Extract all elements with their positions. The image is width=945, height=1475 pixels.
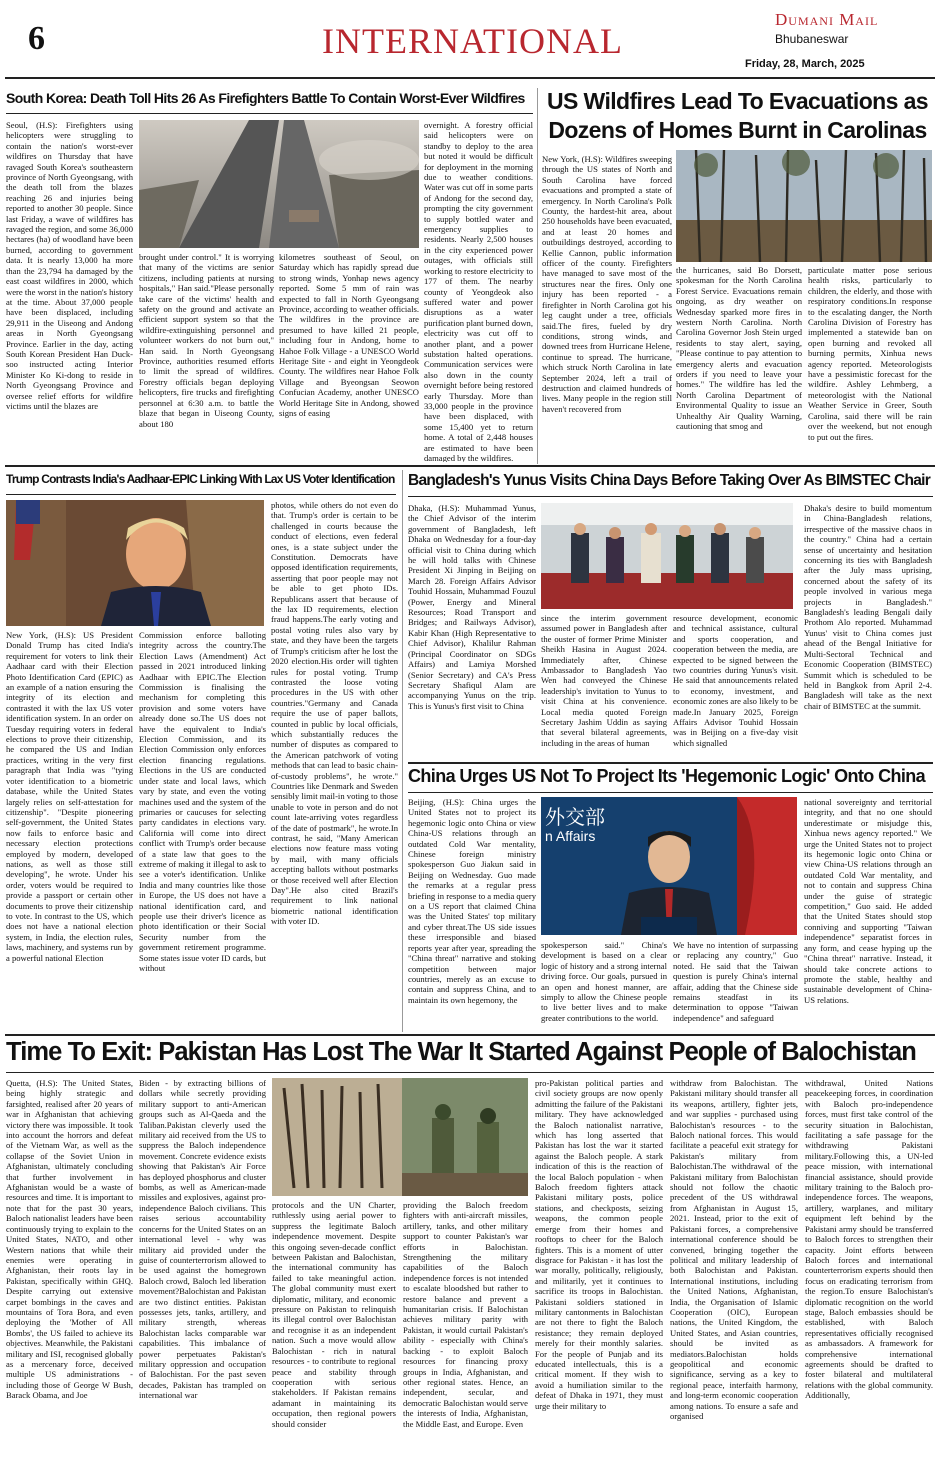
section-rule-3 <box>5 1034 935 1036</box>
baloch-col7: withdrawal, United Nations peacekeeping forces, in coordination with Baloch pro-independence forces, must first take control of the security situation in Balochistan, facilitating a safe passage for the withdrawing Pakistani military.Following this, a UN-led peace mission, with international financial assistance, should provide military training to the Baloch pro-independence forces. The weapons, artillery, warplanes, and military equipment left behind by the Pakistani army should be transferred to Baloch forces to strengthen their capacity. Joint efforts between Baloch forces and international counterterrorism experts should then focus on eradicating terrorism from the region.To ensure Balochistan's diplomatic recognition on the world stage, Baloch embassies should be established, with Baloch representatives officially recognised as ambassadors. A framework for comprehensive international agreements should be drafted to foster bilateral and multilateral relations with the global community. Additionally, <box>805 1078 933 1401</box>
trump-headline: Trump Contrasts India's Aadhaar-EPIC Linking With Lax US Voter Identification <box>6 472 395 486</box>
yunus-headline-rule <box>408 496 933 497</box>
trump-col3: photos, while others do not even do that. Trump's order is certain to be challenged in courts because the conduct of elections, even federal ones, is a state subject under the Constitution. Democrats have opposed identification requirements, asserting that poor people may not be able to get photo IDs. Republicans assert that because of the lax ID requirements, election fraud happens.The early voting and postal voting rules also vary by state, and they have been the targets of Trump's criticism after he lost the 2020 election.His order will tighten rules for postal voting. Trump contrasted the loose voting procedures in the US with other countries."Germany and Canada require the use of paper ballots, counted in public by local officials, which substantially reduces the number of disputes as compared to the American patchwork of voting methods that can lead to basic chain-of-custody problems", he wrote." Countries like Denmark and Sweden sensibly limit mail-in voting to those unable to vote in person and do not count late-arriving votes regardless of the date of postmark", he wrote.In contrast, he said, "Many American elections now feature mass voting by mail, with many officials accepting ballots without postmarks or those received well after Election Day".He also cited Brazil's requirement to link national biometric national identification with voter ID. <box>271 500 398 927</box>
korea-headline: South Korea: Death Toll Hits 26 As Firefighters Battle To Contain Worst-Ever Wildfires <box>6 90 525 106</box>
trump-col2: Commission enforce balloting integrity across the country.The Election Laws (Amendment) Act passed in 2021 introduced linking Aadhaar with EPIC.The Election Commission is finalising the mechanism for completing this provision and some voters have already done so.The US does not have the equivalent to India's Election Commission, and its Election Commission only enforces election financing regulations. Elections in the US are conducted under state and local laws, which vary by state, and even the voting machines used and the system of the primaries or caucuses for selecting party candidates in elections vary. California will come into direct conflict with Trump's order because of a state law that goes to the extreme of making it illegal to ask to see a voter's identification. Unlike India and many countries like those in Europe, the US does not have a national identification card, and people use their driver's licence as photo identification or their Social Security number from the government retirement programme. Some states issue voter ID cards, but without <box>139 630 266 973</box>
baloch-col4: providing the Baloch freedom fighters with anti-aircraft missiles, artillery, tanks, and other military support to counter Pakistan's war efforts in Balochistan. Strengthening the military capabilities of the Baloch independence forces is not intended to escalate bloodshed but rather to restore balance and prevent a humanitarian crisis. If Balochistan achieves military parity with Pakistan, it would curtail Pakistan's ability - especially with China's backing - to exploit Baloch resources for financing proxy groups in India, Afghanistan, and other regional states. Hence, an independent, secular, and democratic Balochistan would serve the interests of India, Afghanistan, the Middle East, and Europe. Even <box>403 1200 528 1429</box>
korea-col3: kilometres southeast of Seoul, on Saturday which has rapidly spread due to strong winds, Yonhap news agency reported. Some 5 mm of rain was expected to fall in North Gyeongsang Province, according to weather officials. The wildfires in the province are presumed to have killed 21 people, including four in Andong, home to Hahoe Folk Village - a UNESCO World Heritage Site - and eight in Yeongdeok County. The wildfires near Hahoe Folk Village and Byeongsan Seowon Confucian Academy, another UNESCO World Heritage Site in Andong, showed signs of easing <box>279 252 419 419</box>
korea-col2: brought under control." It is worrying that many of the victims are senior citizens, including patients at nursing hospitals," Han said."Please personally take care of the victims' health and safety on the ground and activate an efficient support system so that the wildfire-extinguishing personnel and volunteer workers do not burn out," Han said. In North Gyeongsang Province, authorities resumed efforts to limit the spread of wildfires. Forestry officials began deploying helicopters, fire trucks and firefighting personnel at 6:30 a.m. to battle the blaze that began in Uiseong County, about 180 <box>139 252 274 429</box>
yunus-headline: Bangladesh's Yunus Visits China Days Before Taking Over As BIMSTEC Chair <box>408 472 931 489</box>
baloch-col2: Biden - by extracting billions of dollars while secretly providing military support to anti-American groups such as Al-Qaeda and the Taliban.Pakistan cleverly used the military aid received from the US to suppress the Baloch independence movement. Concrete evidence exists showing that Pakistan's Air Force has deployed phosphorus and cluster bombs, as well as American-made missiles and explosives, against pro-independence Baloch civilians. This raises serious accountability concerns for the United States on an international level - why was military aid provided under the guise of counterterrorism allowed to be used against the homegrown Baloch crowd, Baloch led liberation movement?Balochistan and Pakistan are two distinct entities. Pakistan possesses jets, tanks, artillery, and military strength, whereas Balochistan lacks comparable war capabilities. This imbalance of power perpetuates Pakistan's military oppression and occupation of Balochistan. For the past seven decades, Pakistan has trampled on international war <box>139 1078 266 1401</box>
carolina-headline-line1: US Wildfires Lead To Evacuations as <box>547 88 928 114</box>
yunus-col1: Dhaka, (H.S): Muhammad Yunus, the Chief Advisor of the interim government of Bangladesh, left Dhaka on Wednesday for a four-day official visit to China during which he will hold talks with Chinese President Xi Jinping in Beijing on March 28. Foreign Affairs Advisor Touhid Hossain, Muhammad Fouzul (Power, Energy and Mineral Resources; Road Transport and Bridges; and Railways Advisor), Kabir Khan (High Representative to Chief Advisor), Khalilur Rahman (Principal Coordinator on SDGs Affairs) and Lamiya Morshed (Senior Secretary) and CA's Press Secretary Shafiqul Alam are accompanying Yunus on the trip. This is Yunus's first visit to China <box>408 503 536 711</box>
section-rule-1 <box>5 465 935 467</box>
hegemonic-headline-rule <box>408 792 933 793</box>
paper-name: Dumani Mail <box>775 10 879 29</box>
yunus-col4: Dhaka's desire to build momentum in China-Bangladesh relations, irrespective of the massive chaos in the country." China had a certain sense of uncertainty and hesitation concerning its ties with Bangladesh after the July mass uprising, concerned about the safety of its people involved in various mega projects in Bangladesh." Bangladesh's leading Bengali daily Prothom Alo reported. Muhammad Yunus' visit to China comes just ahead of the Bengal Initiative for Multi-Sectoral Technical and Economic Cooperation (BIMSTEC) Summit which is scheduled to be held in Bangkok from April 2-4. Bangladesh will take as the next chair of BIMSTEC at the summit. <box>804 503 932 711</box>
korea-col4: overnight. A forestry official said helicopters were on standby to deploy to the area but noted it would be difficult for deployment in the morning due to weather conditions. Water was cut off in some parts of Andong for the second day, prompting the city government to supply bottled water and emergency supplies to residents. Nearly 2,500 houses in the city experienced power outages, with officials still working to restore electricity to 177 of them. The nearby county of Yeongdeok also suffered water and power disruptions as a water purification plant burned down, electricity was cut off to another plant, and a power substation halted operations. Communication services were also down in the county overnight before being restored early Thursday. More than 33,000 people in the province have been displaced, with some 15,400 yet to return home. A total of 2,448 houses are estimated to have been damaged by the wildfires. <box>424 120 533 462</box>
column-divider <box>537 88 538 464</box>
section-rule-2 <box>408 762 933 764</box>
baloch-col5: pro-Pakistan political parties and civil society groups are now openly admitting the failure of the Pakistani military. They have acknowledged the Baloch nationalist narrative, which has long asserted that Pakistan has lost the war it started against the Baloch people. A stark indication of this is the reaction of the local Baloch population - when Baloch freedom fighters attack Pakistani military posts, police stations, and checkposts, seizing weapons, the common people emerge from their homes and rooftops to cheer for the Baloch fighters. This is a moment of utter disgrace for Pakistan - it has lost the war morally, politically, religiously, and militarily, yet it continues to sacrifice its troops in Balochistan. Pakistani soldiers stationed in military cantonments in Balochistan are not there to fight the Baloch resistance; they remain deployed merely for their monthly salaries. For the people of Punjab and its educated intellectuals, this is a critical moment. If they wish to avoid a humiliation similar to the defeat of Dhaka in 1971, they must urge their military to <box>535 1078 663 1411</box>
baloch-headline-rule <box>6 1072 934 1073</box>
carolina-col1: New York, (H.S): Wildfires sweeping through the US states of North and South Carolina have forced evacuations and prompted a state of emergency. In North Carolina's Polk County, the hardest-hit area, about 250 households have been evacuated, and at least 20 homes and outbuildings destroyed, according to Kellie Cannon, public information officer of the county. Firefighters have managed to save most of the structures near the fires. Only one injury has been reported - a firefighter in North Carolina got his leg caught under a tree, officials said.The fires, fueled by dry conditions, strong winds, and downed trees from Hurricane Helene, continue to spread. The hurricane, which struck North Carolina in late September 2024, left a trail of destruction and claimed hundreds of lives. Many people in the region still haven't recovered from <box>542 154 672 414</box>
column-divider <box>402 470 403 1032</box>
yunus-col2: since the interim government assumed power in Bangladesh after the ouster of former Prime Minister Sheikh Hasina in August 2024. Immediately after, Chinese Ambassador to Bangladesh Yao Wen had conveyed the Chinese leadership's invitation to Yunus to visit China at his convenience. Local media quoted Foreign Secretary Jashim Uddin as saying that several bilateral agreements, including in the areas of human <box>541 613 667 748</box>
page-number: 6 <box>28 20 45 57</box>
masthead-rule <box>5 77 935 79</box>
carolina-burnt-forest-photo <box>676 150 932 262</box>
trump-portrait-photo <box>6 500 264 626</box>
trump-headline-rule <box>6 494 396 495</box>
korea-headline-rule <box>6 113 533 114</box>
section-title: INTERNATIONAL <box>322 21 623 61</box>
hegemonic-col1: Beijing, (H.S): China urges the United States not to project its hegemonic logic onto China or view China-US relations through an outdated Cold War mentality, Chinese foreign ministry spokesperson Guo Jiakun said in Beijing on Wednesday. Guo made the remarks at a regular press briefing in response to a media query on a US report that claimed China was the United States' top military and cyber threat.The US side issues these irresponsible and biased reports year after year, spreading the "China threat" narrative and stoking competition between major countries, merely as an excuse to contain and suppress China, and to maintain its own hegemony, the <box>408 797 536 1005</box>
carolina-col2: the hurricanes, said Bo Dorsett, spokesman for the North Carolina Forest Service. Evacuations remain ongoing, as dry weather on Wednesday sparked more fires in western North Carolina. North Carolina Governor Josh Stein urged residents to stay alert, saying, "Please continue to pay attention to emergency alerts and evacuation orders if you need to leave your homes." The wildfire has led the North Carolina Department of Environmental Quality to issue an Unhealthy Air Quality Warning, cautioning that smog and <box>676 265 802 432</box>
yunus-visit-photo <box>541 503 793 609</box>
korea-wildfire-photo <box>139 120 419 248</box>
carolina-headline-line2: Dozens of Homes Burnt in Carolinas <box>548 117 927 143</box>
baloch-weapons-photo <box>272 1078 528 1196</box>
hegemonic-col4: national sovereignty and territorial integrity, and that no one should underestimate or misjudge this, Xinhua news agency reported." We urge the United States not to project its hegemonic logic onto China or view China-US relations through an outdated Cold War mentality, and not to contain and suppress China under the guise of strategic competition," Guo said. He added that the United States should stop conniving and supporting "Taiwan independence" separatist forces in any form, and cease hyping up the "China threat" narrative. Instead, it should take concrete actions to promote the stable, healthy and sustainable development of China-US relations. <box>804 797 932 1005</box>
ministry-sign-text: 外交部 <box>545 805 605 829</box>
baloch-col6: withdraw from Balochistan. The Pakistani military should transfer all its weapons, artillery, fighter jets, and war supplies - purchased using Balochistan's resources - to the Baloch national forces. This would facilitate a peaceful exit strategy for Pakistan's military from Balochistan.The withdrawal of the Pakistani military from Balochistan should not follow the chaotic precedent of the US withdrawal from Afghanistan in August 15, 2021. Instead, prior to the exit of Pakistani forces, a comprehensive international conference should be convened, bringing together the political and military leadership of both Balochistan and Pakistan. International institutions, including the United Nations, Afghanistan, India, the Organisation of Islamic Cooperation (OIC), European nations, the United Kingdom, the United States, and Asian countries, should be invited as mediators.Balochistan holds geopolitical and economic significance, serving as a key to regional peace, interfaith harmony, and long-term economic cooperation among nations. To ensure a safe and organised <box>670 1078 798 1421</box>
carolina-col3: particulate matter pose serious health risks, particularly to children, the elderly, and those with respiratory conditions.In response to the escalating danger, the North Carolina Division of Forestry has implemented a statewide ban on open burning and revoked all burning permits, Xinhua news agency reported. Meteorologists have a pessimistic forecast for the wildfire. Ashley Lehmberg, a meteorologist with the National Weather Service in Greer, South Carolina, said there will be rain over the weekend, but not enough to put out the fires. <box>808 265 932 442</box>
hegemonic-headline: China Urges US Not To Project Its 'Hegemonic Logic' Onto China <box>408 766 926 786</box>
hegemonic-col3: We have no intention of surpassing or replacing any country," Guo noted. He said that the Taiwan question is purely China's internal affair, adding that the Chinese side remains steadfast in its determination to oppose "Taiwan independence" and safeguard <box>673 940 798 1023</box>
korea-col1: Seoul, (H.S): Firefighters using helicopters were struggling to contain the nation's worst-ever wildfires on Thursday that have ravaged South Korea's southeastern province of North Gyeongsang, with the death toll from the blazes reaching 26 and injuries being reported to another 30 people. Since last Friday, a wave of wildfires has ravaged the region, and some 36,000 hectares (ha) of woodland have been burned, according to government data. It is nearly 13,000 ha more than the 23,794 ha damaged by the east coast wildfires in 2000, which were the worst in the nation's history at the time. About 37,000 people have been displaced, including 29,911 in the Uiseong and Andong areas in North Gyeongsang Province. Earlier in the day, acting South Korean President Han Duck-soo instructed acting Interior Minister Ko Ki-dong to reside in North Gyeongsang Province and oversee relief efforts for wildfire victims until the blazes are <box>6 120 133 411</box>
ministry-sign-english: n Affairs <box>545 828 596 844</box>
baloch-col3: protocols and the UN Charter, ruthlessly using aerial power to suppress the legitimate Baloch independence movement. Despite this ongoing seven-decade conflict between Pakistan and Balochistan, the international community has failed to take meaningful action. The global community must exert diplomatic, military, and economic pressure on Pakistan to relinquish its illegal control over Balochistan and recognise it as an independent nation. Such a move would allow Balochistan - rich in natural resources - to contribute to regional peace and stability through cooperation with serious stakeholders. If Pakistan remains adamant in maintaining its occupation, then regional powers should consider <box>272 1200 396 1429</box>
yunus-col3: resource development, economic and technical assistance, cultural and sports cooperation, and cooperation between the media, are expected to be signed between the two countries during Yunus's visit. He said that announcements related to economy, investment, and economic zones are also likely to be made.In January 2025, Foreign Affairs Advisor Touhid Hossain was in Beijing on a five-day visit which signalled <box>673 613 798 748</box>
trump-col1: New York, (H.S): US President Donald Trump has cited India's requirement for voters to link their Aadhaar card with their Election Photo Identification Card (EPIC) as an example of a nation ensuring the integrity of its election and contrasted it with the lax US voter identification system. In an order on Tuesday requiring voters in federal elections to prove their citizenship, he compared the US and Indian practices, writing in the very first paragraph that India was "tying voter identification to a biometric database, while the United States largely relies on self-attestation for citizenship". "Despite pioneering self-government, the United States now fails to enforce basic and necessary election protections employed by modern, developed nations, as well as those still developing", he wrote. Under his order, voters would be required to provide a passport or certain other documents to prove their citizenship to vote. In contrast to the US, which does not have a national election system, in India, the election rules, laws, machinery, and systems run by a powerful national Election <box>6 630 133 963</box>
issue-date: Friday, 28, March, 2025 <box>745 58 865 70</box>
baloch-headline: Time To Exit: Pakistan Has Lost The War It Started Against People of Balochistan <box>6 1038 916 1066</box>
hegemonic-col2: spokesperson said." China's development is based on a clear logic of history and a strong internal driving force. Our goals, pursued in an open and honest manner, are simply to allow the Chinese people to live better lives and to make greater contributions to the world. <box>541 940 667 1023</box>
baloch-col1: Quetta, (H.S): The United States, being highly strategic and farsighted, realised after 20 years of war in Afghanistan that achieving victory there was impossible. It took into account the horrors and defeat of the Vietnam War, as well as the collapse of the Soviet Union in Afghanistan, ultimately concluding that further involvement in Afghanistan would be a waste of resources and time. It is important to note that for the past 30 years, Baloch nationalist leaders have been continuously trying to explain to the United States, NATO, and other Western nations that while their enemies were operating in Afghanistan, their roots lay in Pakistan, specifically within GHQ. Despite carrying out extensive carpet bombings in the caves and mountains of Tora Bora, and even deploying the 'Mother of All Bombs', the US failed to achieve its objectives. Meanwhile, the Pakistani military and ISI, recognised globally as a mercenary force, deceived multiple US administrations - including those of George W Bush, Barack Obama, and Joe <box>6 1078 133 1401</box>
city: Bhubaneswar <box>775 32 849 46</box>
